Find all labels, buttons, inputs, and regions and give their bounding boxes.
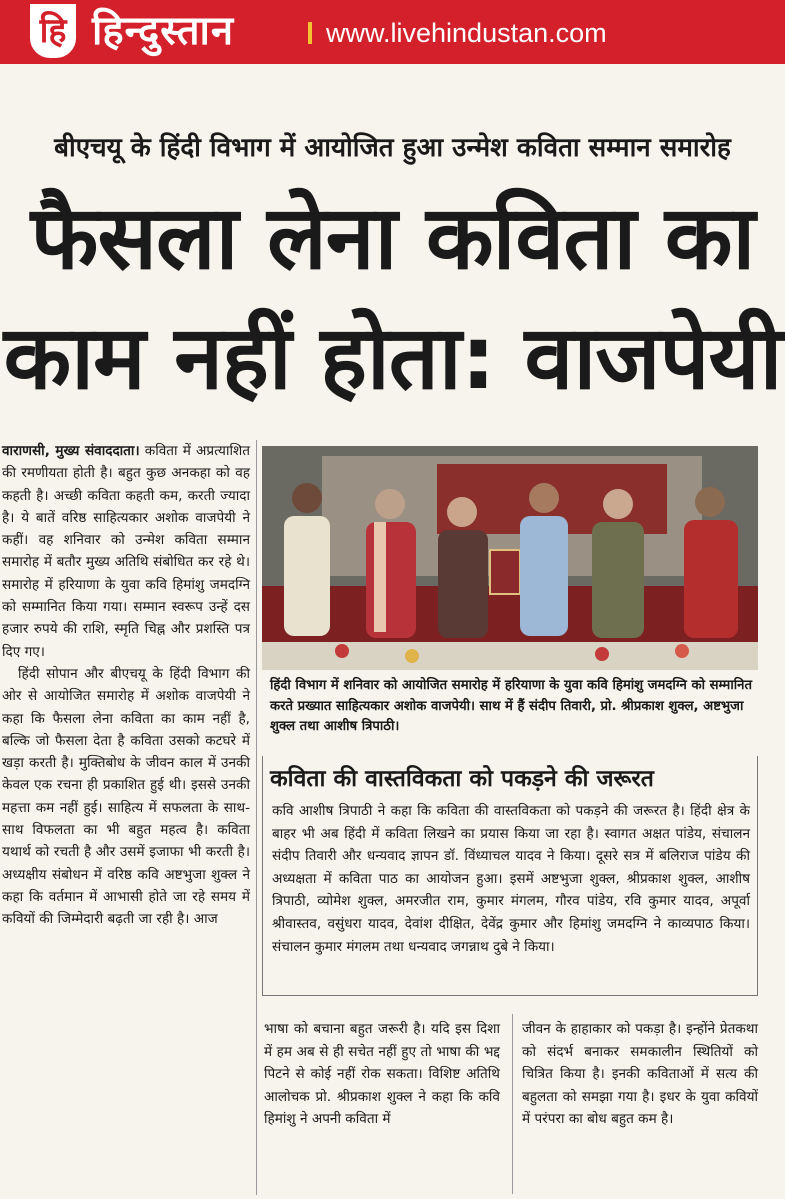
masthead — [0, 0, 785, 64]
article-column-bottom-2: जीवन के हाहाकार को पकड़ा है। इन्होंने प्रेतकथा को संदर्भ बनाकर समकालीन स्थितियों को चित्रित किया है। इनकी कविताओं में सत्य की बहुलता को समझा गया है। इधर के युवा कवियों में परंपरा का बोध बहुत कम है। — [522, 1021, 758, 1127]
article-column-bottom-1: भाषा को बचाना बहुत जरूरी है। यदि इस दिशा में हम अब से ही सचेत नहीं हुए तो भाषा की भद्द पिटने से कोई नहीं रोक सकता। विशिष्ट अतिथि आलोचक प्रो. श्रीप्रकाश शुक्ल ने कहा कि कवि हिमांशु ने अपनी कविता में — [264, 1021, 500, 1127]
logo-glyph: हि — [39, 11, 67, 51]
headline-line-1: फैसला लेना कविता का — [30, 186, 755, 289]
box-subheadline: कविता की वास्तविकता को पकड़ने की जरूरत — [270, 766, 654, 792]
newspaper-name: हिन्दुस्तान — [92, 8, 235, 54]
newspaper-logo — [28, 2, 78, 60]
dateline: वाराणसी, मुख्य संवाददाता। — [2, 443, 140, 459]
headline-line-2: काम नहीं होता: वाजपेयी — [3, 306, 782, 409]
main-headline — [0, 178, 785, 418]
column-rule-bottom — [512, 1014, 513, 1194]
kicker-headline: बीएचयू के हिंदी विभाग में आयोजित हुआ उन्मेश कविता सम्मान समारोह — [54, 133, 731, 163]
website-url: www.livehindustan.com — [326, 18, 607, 48]
article-column-left — [2, 440, 250, 931]
column-rule-left — [256, 440, 257, 1195]
paragraph-1: कविता में अप्रत्याशित की रमणीयता होती है। बहुत कुछ अनकहा को वह कहती है। अच्छी कविता कहती कम, करती ज्यादा है। ये बातें वरिष्ठ साहित्यकार अशोक वाजपेयी ने कहीं। वह शनिवार को उन्मेश कविता सम्मान समारोह में बतौर मुख्य अतिथि संबोधित कर रहे थे। समारोह में हरियाणा के युवा कवि हिमांशु जमदग्नि को सम्मानित किया गया। सम्मान स्वरूप उन्हें दस हजार रुपये की राशि, स्मृति चिह्न और प्रशस्ति पत्र दिए गए। — [2, 443, 250, 660]
masthead-separator — [308, 22, 312, 44]
photo-caption: हिंदी विभाग में शनिवार को आयोजित समारोह में हरियाणा के युवा कवि हिमांशु जमदग्नि को सम्मानित करते प्रख्यात साहित्यकार अशोक वाजपेयी। साथ में हैं संदीप तिवारी, प्रो. श्रीप्रकाश शुक्ल, अष्टभुजा शुक्ल तथा आशीष त्रिपाठी। — [270, 678, 752, 734]
event-photo — [262, 446, 758, 670]
paragraph-2: हिंदी सोपान और बीएचयू के हिंदी विभाग की ओर से आयोजित समारोह में अशोक वाजपेयी ने कहा कि फैसला लेना कविता का काम नहीं है, बल्कि जो फैसला देता है कविता उसको कटघरे में खड़ा करती है। मुक्तिबोध के जीवन काल में उनकी केवल एक रचना ही प्रकाशित हुई थी। इससे उनकी महत्ता कम नहीं हुई। साहित्य में सफलता के साथ-साथ विफलता का भी बहुत महत्व है। कविता यथार्थ को रचती है और उसमें इजाफा भी करती है। अध्यक्षीय संबोधन में वरिष्ठ कवि अष्टभुजा शुक्ल ने कहा कि वर्तमान में आभासी होते जा रहे समय में कवियों की जिम्मेदारी बढ़ती जा रही है। आज — [2, 665, 250, 928]
box-body-text: कवि आशीष त्रिपाठी ने कहा कि कविता की वास्तविकता को पकड़ने की जरूरत है। हिंदी क्षेत्र के बाहर भी अब हिंदी में कविता लिखने का प्रयास किया जा रहा है। स्वागत अक्षत पांडेय, संचालन संदीप तिवारी और धन्यवाद ज्ञापन डॉ. विंध्याचल यादव ने किया। दूसरे सत्र में बलिराज पांडेय की अध्यक्षता में कविता पाठ का आयोजन हुआ। इसमें अष्टभुजा शुक्ल, श्रीप्रकाश शुक्ल, आशीष त्रिपाठी, व्योमेश शुक्ल, अमरजीत राम, कुमार मंगलम, गौरव पांडेय, रवि कुमार यादव, अपूर्वा श्रीवास्तव, वसुंधरा यादव, देवांश दीक्षित, देवेंद्र कुमार और हिमांशु जमदग्नि ने काव्यपाठ किया। संचालन कुमार मंगलम तथा धन्यवाद जगन्नाथ दुबे ने किया। — [272, 803, 750, 955]
